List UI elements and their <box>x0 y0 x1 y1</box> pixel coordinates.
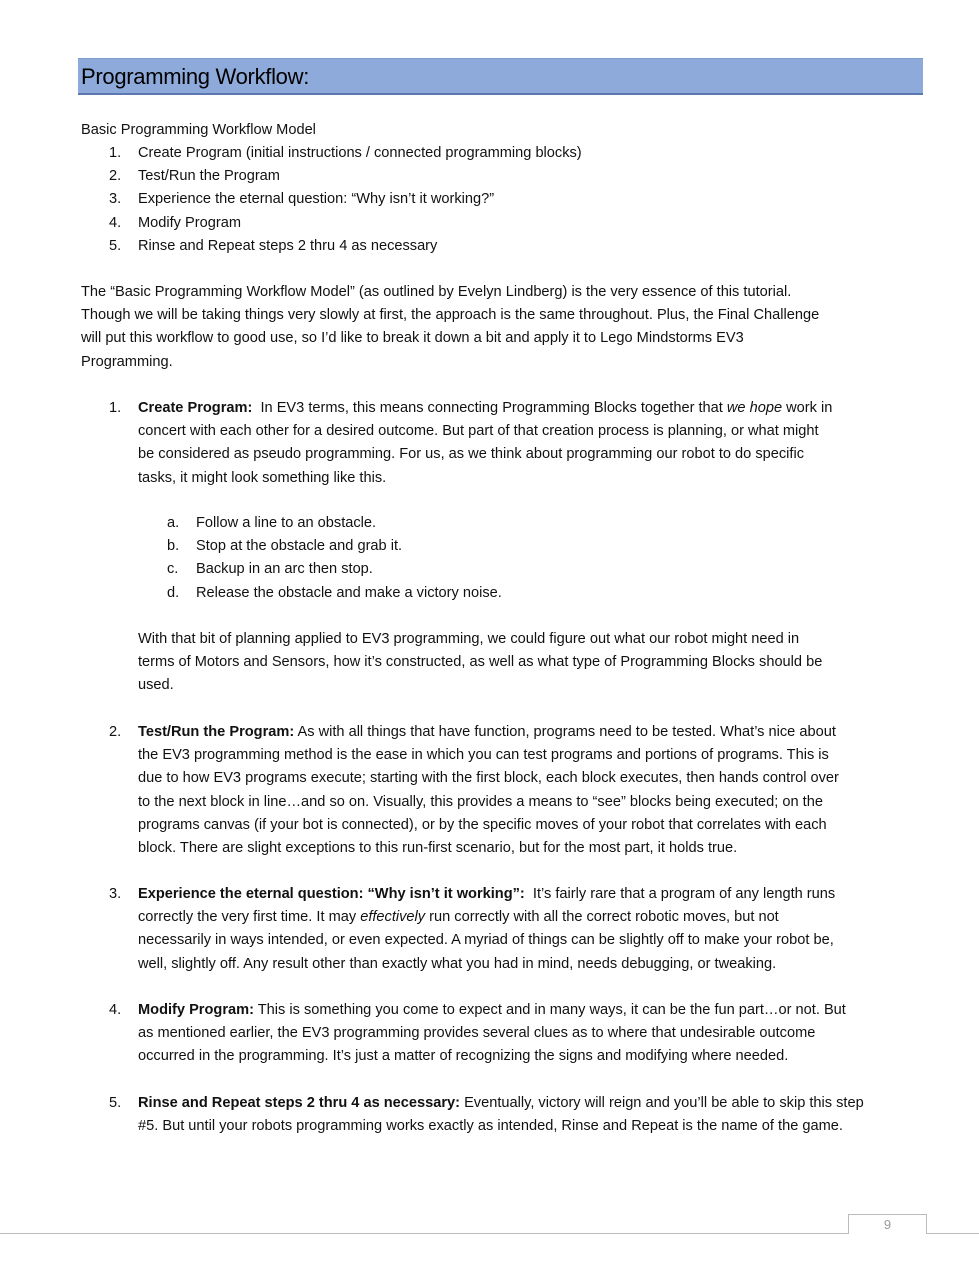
list-item-text: Experience the eternal question: “Why isn’t it working?” <box>138 191 495 208</box>
detail-item-test-run <box>109 721 924 860</box>
page-number-box <box>848 1214 927 1234</box>
detail-item-modify-program <box>109 999 924 1069</box>
paragraph-line: the EV3 programming method is the ease in which you can test programs and portions of programs. This is <box>138 747 829 764</box>
list-item-text: Modify Program <box>138 214 241 231</box>
section-heading: Programming Workflow: <box>81 64 310 89</box>
item-text: run correctly with all the correct robotic moves, but not <box>429 909 779 926</box>
page-number: 9 <box>883 1217 892 1232</box>
item-title: Create Program: <box>138 400 253 416</box>
paragraph-line: necessarily in ways intended, or even expected. A myriad of things can be slightly off to make your robot be, <box>138 932 834 949</box>
list-number: 1. <box>109 145 122 161</box>
item-text: In EV3 terms, this means connecting Programming Blocks together that <box>260 400 723 416</box>
sub-list-text: Release the obstacle and make a victory noise. <box>196 584 502 601</box>
paragraph-line: The “Basic Programming Workflow Model” (as outlined by Evelyn Lindberg) is the very essence of this tutorial. <box>81 284 792 300</box>
item-title: Test/Run the Program: <box>138 724 295 740</box>
list-item-text: Create Program (initial instructions / connected programming blocks) <box>138 145 582 161</box>
list-item <box>109 212 924 235</box>
footer-rule <box>0 1233 979 1234</box>
detail-item-create-program <box>109 397 924 490</box>
sub-list-text: Follow a line to an obstacle. <box>196 515 377 531</box>
sub-list-letter: a. <box>167 515 180 531</box>
sub-list-item <box>167 558 867 581</box>
list-number: 3. <box>109 191 122 208</box>
list-number: 1. <box>109 400 122 416</box>
item-text: This is something you come to expect and in many ways, it can be the fun part…or not. But <box>257 1002 846 1018</box>
paragraph-line: used. <box>138 677 174 694</box>
paragraph-line <box>138 906 924 929</box>
paragraph-line: occurred in the programming. It’s just a matter of recognizing the signs and modifying where needed. <box>138 1048 789 1065</box>
list-number: 2. <box>109 168 122 185</box>
list-item <box>109 188 924 211</box>
paragraph-line <box>138 1092 924 1115</box>
list-number: 5. <box>109 1095 122 1111</box>
paragraph-line: tasks, it might look something like this. <box>138 469 387 486</box>
planning-sub-list <box>167 512 867 605</box>
model-title: Basic Programming Workflow Model <box>81 122 316 138</box>
list-number: 5. <box>109 237 122 254</box>
paragraph-line: to the next block in line…and so on. Visually, this provides a means to “see” blocks being executed; on the <box>138 793 823 810</box>
paragraph-line: programs canvas (if your bot is connected), or by the specific moves of your robot that correlates with each <box>138 816 827 833</box>
list-number: 3. <box>109 886 122 902</box>
intro-paragraph <box>81 281 923 374</box>
paragraph-line <box>138 721 924 744</box>
item-text: Eventually, victory will reign and you’ll be able to skip this step <box>464 1095 864 1111</box>
paragraph-line: be considered as pseudo programming. For us, as we think about programming our robot to do specific <box>138 446 804 463</box>
paragraph-line: #5. But until your robots programming works exactly as intended, Rinse and Repeat is the name of the game. <box>138 1118 843 1135</box>
list-item-text: Test/Run the Program <box>138 168 280 185</box>
paragraph-line <box>138 999 924 1022</box>
paragraph-line: block. There are slight exceptions to this run-first scenario, but for the most part, it holds true. <box>138 840 738 857</box>
item-title: Experience the eternal question: “Why isn’t it working”: <box>138 886 525 902</box>
sub-list-item <box>167 535 867 558</box>
paragraph-line <box>138 397 924 420</box>
sub-list-text: Backup in an arc then stop. <box>196 561 373 578</box>
sub-list-item <box>167 512 867 535</box>
paragraph-line: terms of Motors and Sensors, how it’s constructed, as well as what type of Programming Blocks should be <box>138 654 823 671</box>
item-title: Rinse and Repeat steps 2 thru 4 as necessary: <box>138 1095 461 1111</box>
paragraph-line <box>138 883 924 906</box>
paragraph-line: will put this workflow to good use, so I’d like to break it down a bit and apply it to Lego Mindstorms EV3 <box>81 330 744 347</box>
sub-list-text: Stop at the obstacle and grab it. <box>196 538 403 555</box>
list-item <box>109 235 924 258</box>
paragraph-line: due to how EV3 programs execute; starting with the first block, each block executes, then hands control over <box>138 770 839 787</box>
model-steps-list <box>109 142 924 258</box>
item-text: work in <box>786 400 833 416</box>
sub-list-letter: b. <box>167 538 180 555</box>
list-number: 4. <box>109 1002 122 1018</box>
emphasis-text: effectively <box>360 909 426 926</box>
section-heading-bar <box>78 58 923 95</box>
detail-item-eternal-question <box>109 883 924 976</box>
sub-list-letter: c. <box>167 561 179 578</box>
list-number: 4. <box>109 214 122 231</box>
item-text: As with all things that have function, programs need to be tested. What’s nice about <box>297 724 836 740</box>
emphasis-text: we hope <box>726 400 783 416</box>
sub-list-letter: d. <box>167 584 180 601</box>
paragraph-line: well, slightly off. Any result other than exactly what you had in mind, needs debugging, or tweaking. <box>138 955 777 972</box>
item-text: It’s fairly rare that a program of any length runs <box>532 886 836 902</box>
paragraph-line: as mentioned earlier, the EV3 programming provides several clues as to where that undesirable outcome <box>138 1025 816 1042</box>
item-title: Modify Program: <box>138 1002 254 1018</box>
item-text: correctly the very first time. It may <box>138 909 357 926</box>
sub-list-item <box>167 582 867 605</box>
paragraph-line: With that bit of planning applied to EV3 programming, we could figure out what our robot might need in <box>138 631 800 647</box>
paragraph-line: Though we will be taking things very slowly at first, the approach is the same throughout. Plus, the Final Challenge <box>81 307 820 324</box>
list-item <box>109 142 924 165</box>
detail-item-rinse-repeat <box>109 1092 924 1138</box>
list-number: 2. <box>109 724 122 740</box>
list-item <box>109 165 924 188</box>
list-item-text: Rinse and Repeat steps 2 thru 4 as necessary <box>138 237 438 254</box>
paragraph-line: concert with each other for a desired outcome. But part of that creation process is planning, or what might <box>138 423 819 440</box>
paragraph-line: Programming. <box>81 353 173 370</box>
planning-followup-paragraph <box>138 628 928 698</box>
